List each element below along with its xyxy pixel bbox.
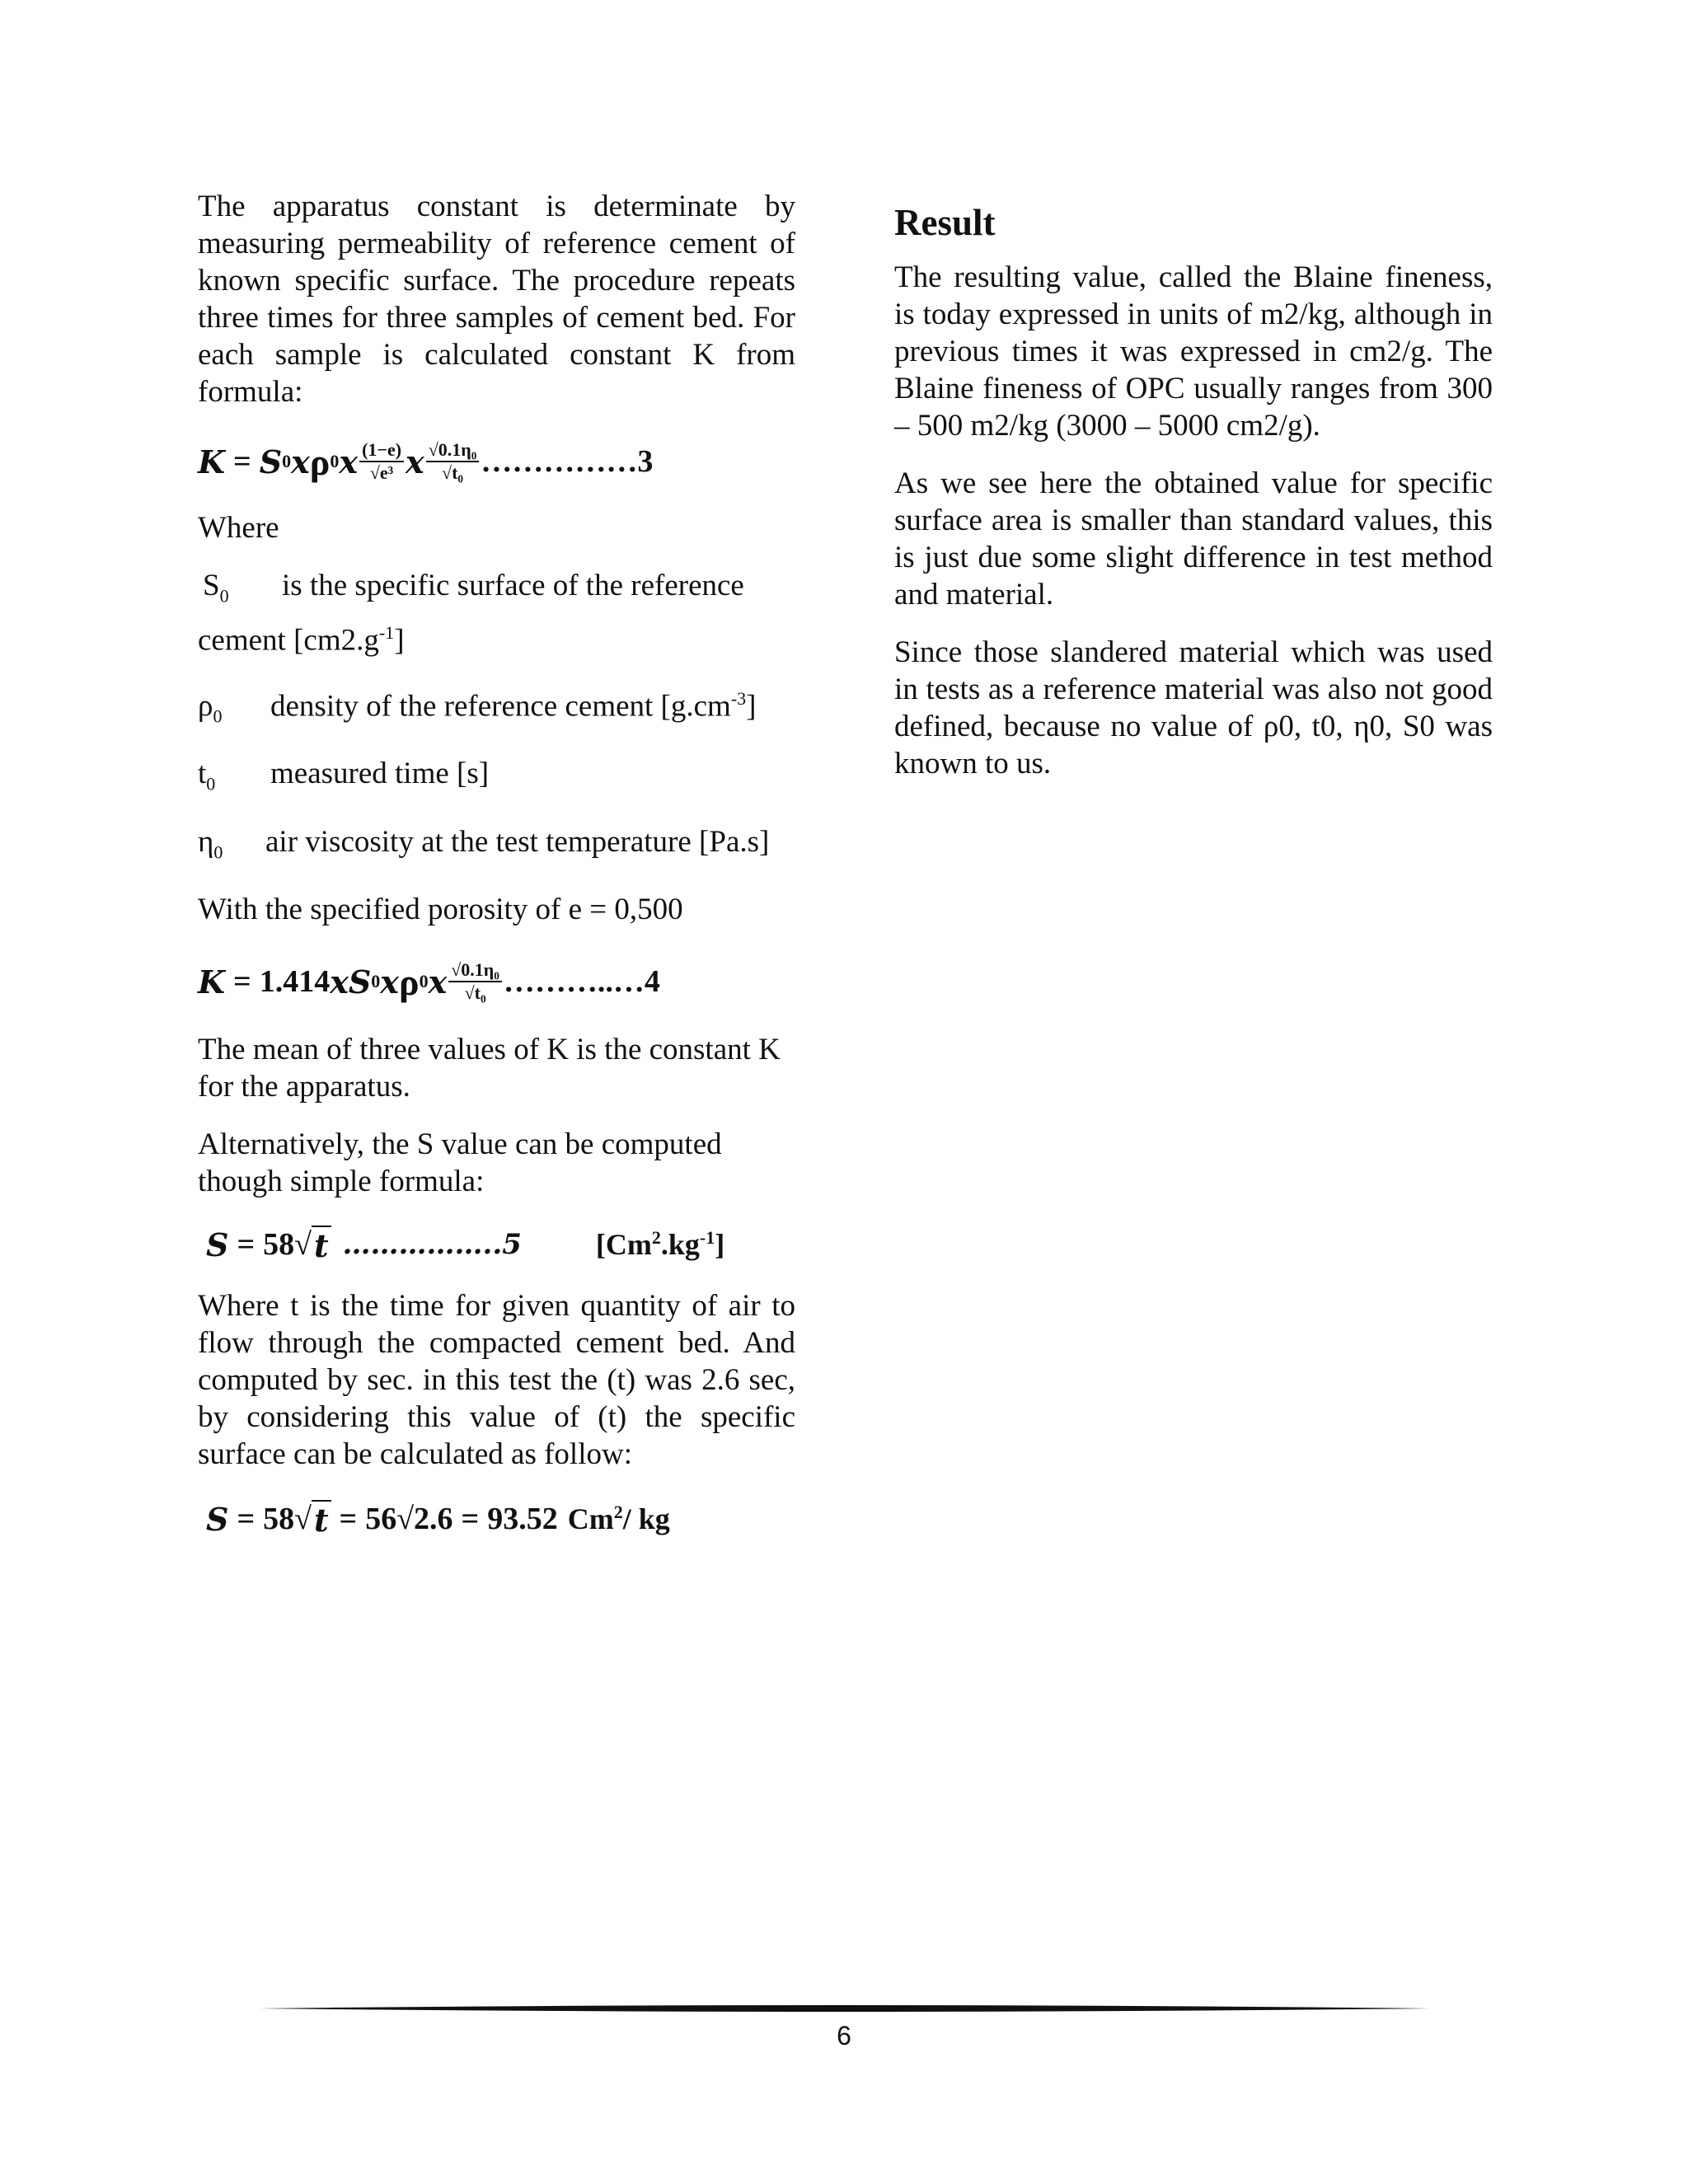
definition-t0 (198, 755, 795, 802)
equation-3 (198, 429, 795, 494)
result-paragraph-3: Since those slandered material which was used in tests as a reference material was also not good defined, because no value of ρ0, t0, η0, S0 was known to us. (894, 635, 1493, 780)
eq4-fraction (448, 959, 502, 1004)
def-s0-symbol: $S_0$ (203, 569, 229, 607)
eq6-equals-3: = (461, 1502, 480, 1537)
eq3-fraction-1-denominator: √e³ (369, 462, 394, 483)
left-column (198, 188, 795, 1544)
eq3-dots: ……………3 (481, 444, 654, 479)
eq4-s-sub: 0 (371, 971, 381, 992)
definition-eta0 (198, 823, 795, 870)
eq6-lhs: S (206, 1500, 229, 1538)
eq3-rho: ρ (309, 440, 331, 483)
def-s0-text: is the specific surface of the reference cement [cm2.g (198, 569, 744, 658)
eq4-fraction-denominator: √t₀ (464, 982, 486, 1004)
eq5-dots: ……………..5 (342, 1228, 522, 1262)
eq4-rho-sub: 0 (419, 971, 429, 992)
equation-6 (198, 1494, 795, 1544)
definition-rho0: $\rho_0$ density of the reference cement $[g.cm^{-3}]$ (198, 680, 795, 735)
eq6-equals-1: = (237, 1502, 256, 1537)
mean-paragraph: The mean of three values of K is the constant K for the apparatus. (198, 1033, 781, 1104)
eq4-coefficient: 1.414 (259, 964, 331, 1000)
result-paragraph-2: As we see here the obtained value for specific surface area is smaller than standard values, this is just due some slight difference in test method and material. (894, 466, 1493, 612)
eq6-value: 93.52 (487, 1502, 558, 1537)
eq5-lhs: S (206, 1226, 229, 1263)
eq3-s: S (259, 443, 283, 480)
porosity-text: With the specified porosity of e = 0,500 (198, 893, 683, 927)
def-rho0-text: density of the reference cement [g.cm (270, 689, 731, 724)
eq3-lhs: K (198, 443, 226, 480)
definition-s0: $S_0$ is the specific surface of the reference cement $[cm2.g^{-1}]$ (198, 569, 744, 658)
def-rho0-sup: -3 (730, 687, 747, 709)
def-eta0-text: air viscosity at the test temperature [Pa.s] (265, 824, 770, 859)
eq5-equals: = (237, 1227, 256, 1263)
eq4-x3: x (428, 963, 448, 1001)
eq4-x2: x (380, 963, 399, 1001)
def-t0-text: measured time [s] (270, 757, 490, 791)
eq4-dots: ………..…4 (503, 964, 660, 1000)
alternative-paragraph: Alternatively, the S value can be computed though simple formula: (198, 1127, 722, 1199)
def-eta0-symbol: $\eta_0$ (198, 824, 223, 863)
eq3-x3: x (406, 443, 424, 480)
where-label: Where (198, 511, 279, 545)
eq3-fraction-2 (426, 439, 480, 484)
def-rho0-symbol: $\rho_0$ (198, 689, 223, 727)
intro-paragraph: The apparatus constant is determinate by measuring permeability of reference cement of known specific surface. The procedure repeats three times for three samples of cement bed. For each sample is calculated constant K from formula: (198, 190, 795, 409)
eq3-fraction-1 (359, 439, 404, 484)
eq6-equals-2: = (339, 1502, 358, 1537)
eq4-equals: = (233, 964, 251, 1000)
eq3-x2: x (339, 443, 359, 480)
eq6-part1: 58√ (263, 1502, 312, 1537)
eq4-s: S (348, 963, 372, 1001)
result-paragraph-1: The resulting value, called the Blaine fineness, is today expressed in units of m2/kg, although in previous times it was expressed in cm2/g. The Blaine fineness of OPC usually ranges from 300 – 500 m2/kg (3000 – 5000 cm2/g). (894, 260, 1493, 443)
eq3-fraction-1-numerator: (1−e) (359, 439, 404, 462)
eq3-s-sub: 0 (282, 451, 292, 471)
eq3-fraction-2-numerator: √0.1η₀ (426, 439, 480, 462)
eq3-fraction-2-denominator: √t₀ (442, 462, 464, 483)
equation-5 (198, 1220, 795, 1269)
eq5-unit: $[Cm^2.kg^{-1}]$ (595, 1227, 725, 1262)
equation-4 (198, 949, 795, 1015)
eq6-part2: 56√2.6 (365, 1502, 453, 1537)
def-s0-sup: -1 (378, 622, 395, 644)
eq6-unit: Cm$^2$/ kg (567, 1502, 670, 1536)
eq5-var: t (312, 1226, 331, 1264)
eq3-rho-sub: 0 (330, 451, 340, 471)
eq5-rhs: 58√ (263, 1227, 312, 1263)
where-t-paragraph: Where t is the time for given quantity of air to flow through the compacted cement bed. And computed by sec. in this test the (t) was 2.6 sec, by considering this value of (t) the specific surface can be calculated as follow: (198, 1289, 795, 1472)
eq3-equals: = (233, 444, 251, 479)
eq3-x1: x (291, 443, 310, 480)
eq4-rho: ρ (398, 960, 420, 1003)
def-t0-symbol: $t_0$ (198, 757, 216, 794)
footer-rule (260, 2004, 1430, 2013)
eq4-lhs: K (198, 963, 226, 1001)
result-heading: Result (894, 202, 996, 243)
page-number: 6 (837, 2021, 851, 2050)
eq4-fraction-numerator: √0.1η₀ (448, 959, 502, 982)
eq6-var: t (312, 1500, 331, 1539)
eq4-x1: x (330, 963, 349, 1001)
right-column (894, 188, 1493, 782)
